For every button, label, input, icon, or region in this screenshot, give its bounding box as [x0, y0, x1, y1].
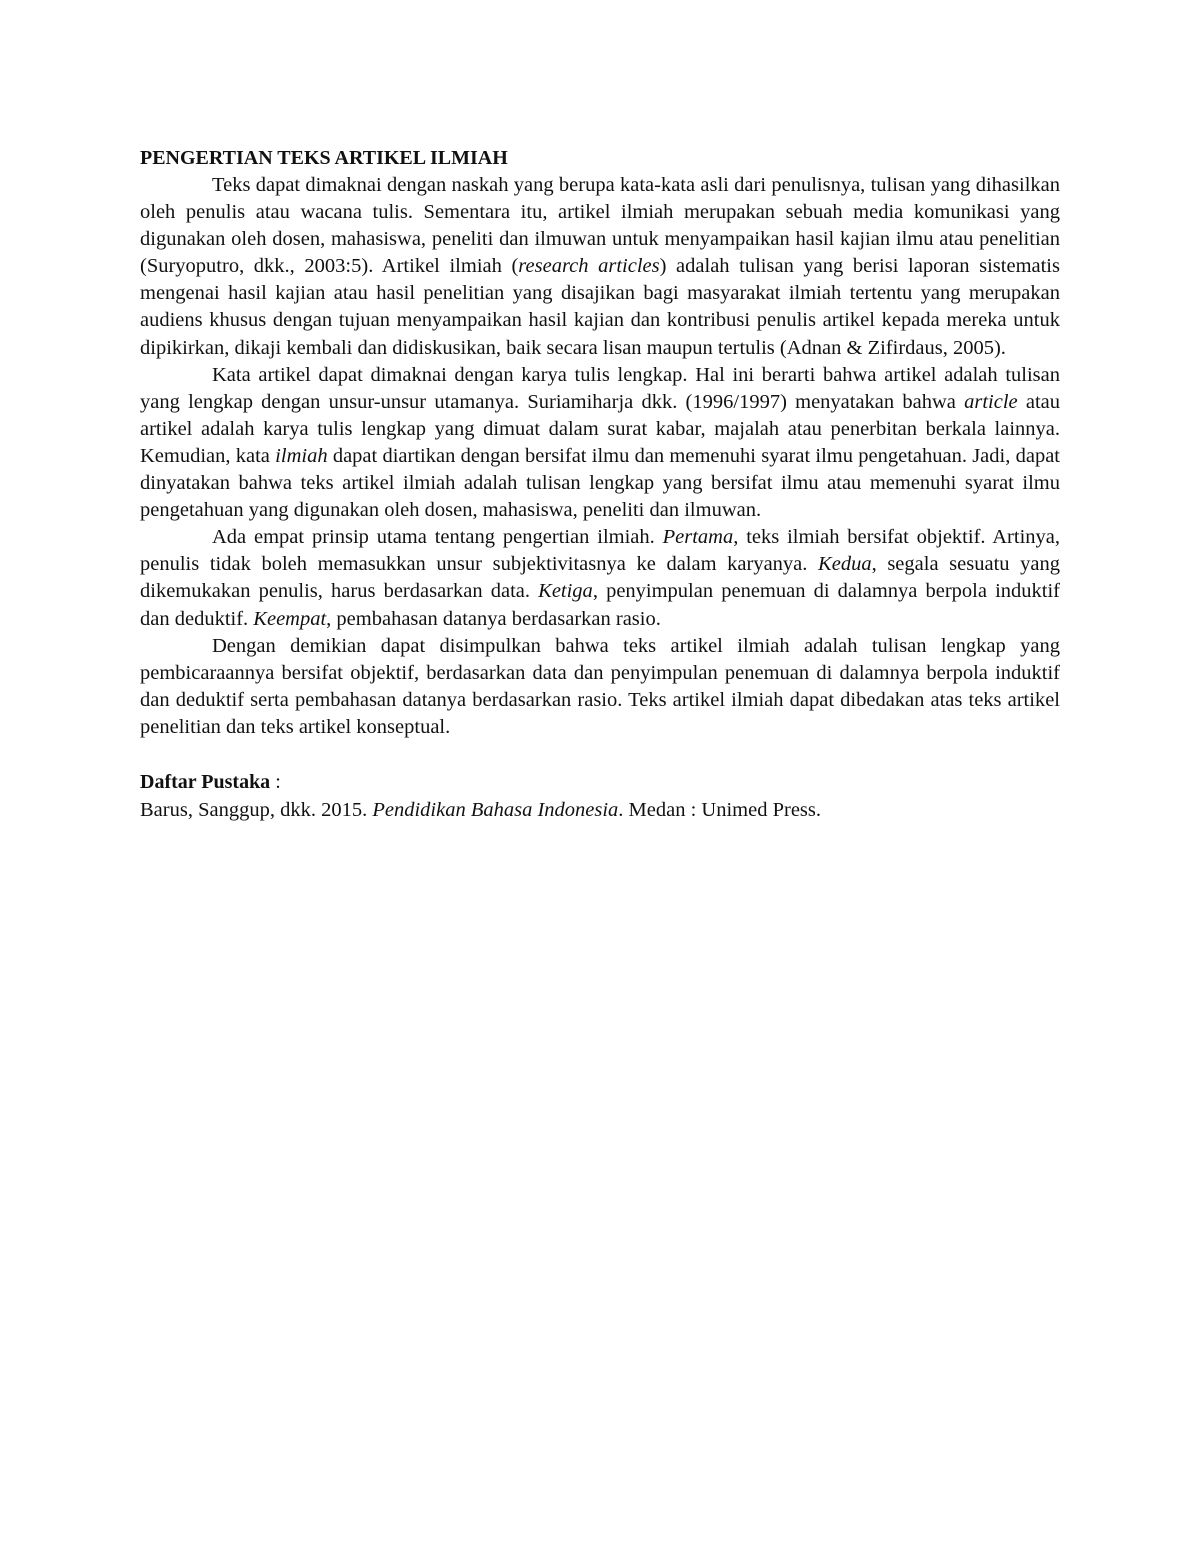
paragraph-3-text-b: , teks ilmiah bersifat objektif. Artinya, penulis tidak boleh memasukkan unsur subjektivitasnya ke dalam karyanya.: [140, 526, 1060, 576]
paragraph-3-italic-term-2: Kedua: [818, 553, 872, 576]
paragraph-3-italic-term-3: Ketiga: [538, 580, 593, 603]
paragraph-3-text-c: , segala sesuatu yang dikemukakan penulis, harus berdasarkan data.: [140, 553, 1061, 603]
references-heading-colon: :: [270, 770, 281, 793]
reference-entry-authors: Barus, Sanggup, dkk. 2015.: [140, 798, 373, 821]
paragraph-3-text-e: , pembahasan datanya berdasarkan rasio.: [326, 607, 661, 630]
paragraph-1-text-a: Teks dapat dimaknai dengan naskah yang berupa kata-kata asli dari penulisnya, tulisan yang dihasilkan oleh penulis atau wacana tulis. Sementara itu, artikel ilmiah merupakan sebuah media komunikasi yang digunakan oleh dosen, mahasiswa, peneliti dan ilmuwan untuk menyampaikan hasil kajian ilmu atau penelitian (Suryoputro, dkk., 2003:5). Artikel ilmiah (: [140, 174, 1060, 278]
references-heading: [140, 768, 1060, 796]
reference-entry: [140, 796, 1060, 824]
paragraph-3-italic-term-1: Pertama: [662, 526, 734, 549]
reference-entry-publisher: . Medan : Unimed Press.: [618, 798, 821, 821]
paragraph-1-text-b: ) adalah tulisan yang berisi laporan sistematis mengenai hasil kajian atau hasil penelitian yang disajikan bagi masyarakat ilmiah tertentu yang merupakan audiens khusus dengan tujuan menyampaikan hasil kajian dan kontribusi penulis artikel kepada mereka untuk dipikirkan, dikaji kembali dan didiskusikan, baik secara lisan maupun tertulis (Adnan & Zifirdaus, 2005).: [140, 255, 1060, 359]
paragraph-3: [140, 524, 1060, 632]
paragraph-3-text-a: Ada empat prinsip utama tentang pengertian ilmiah.: [212, 526, 663, 549]
document-title: PENGERTIAN TEKS ARTIKEL ILMIAH: [140, 147, 508, 169]
paragraph-2-italic-term-1: article: [964, 390, 1018, 413]
paragraph-4: Dengan demikian dapat disimpulkan bahwa teks artikel ilmiah adalah tulisan lengkap yang pembicaraannya bersifat objektif, berdasarkan data dan penyimpulan penemuan di dalamnya berpola induktif dan deduktif serta pembahasan datanya berdasarkan rasio. Teks artikel ilmiah dapat dibedakan atas teks artikel penelitian dan teks artikel konseptual.: [140, 634, 1060, 738]
document-page: [140, 144, 1060, 824]
paragraph-2-text-a: Kata artikel dapat dimaknai dengan karya tulis lengkap. Hal ini berarti bahwa artikel adalah tulisan yang lengkap dengan unsur-unsur utamanya. Suriamiharja dkk. (1996/1997) menyatakan bahwa: [140, 363, 1060, 413]
paragraph-2-text-c: dapat diartikan dengan bersifat ilmu dan memenuhi syarat ilmu pengetahuan. Jadi, dapat dinyatakan bahwa teks artikel ilmiah adalah tulisan lengkap yang bersifat ilmu atau memenuhi syarat ilmu pengetahuan yang digunakan oleh dosen, mahasiswa, peneliti dan ilmuwan.: [140, 444, 1060, 522]
paragraph-2: [140, 362, 1060, 525]
paragraph-2-italic-term-2: ilmiah: [275, 444, 328, 467]
paragraph-2-text-b: atau artikel adalah karya tulis lengkap yang dimuat dalam surat kabar, majalah atau penerbitan berkala lainnya. Kemudian, kata: [140, 390, 1060, 467]
paragraph-1: [140, 172, 1060, 362]
paragraph-3-italic-term-4: Keempat: [253, 607, 327, 630]
paragraph-3-text-d: , penyimpulan penemuan di dalamnya berpola induktif dan deduktif.: [140, 580, 1061, 630]
references-section: [140, 768, 1060, 824]
reference-entry-title: Pendidikan Bahasa Indonesia: [372, 798, 619, 821]
paragraph-1-italic-term: research articles: [518, 255, 660, 278]
references-heading-label: Daftar Pustaka: [140, 770, 271, 793]
